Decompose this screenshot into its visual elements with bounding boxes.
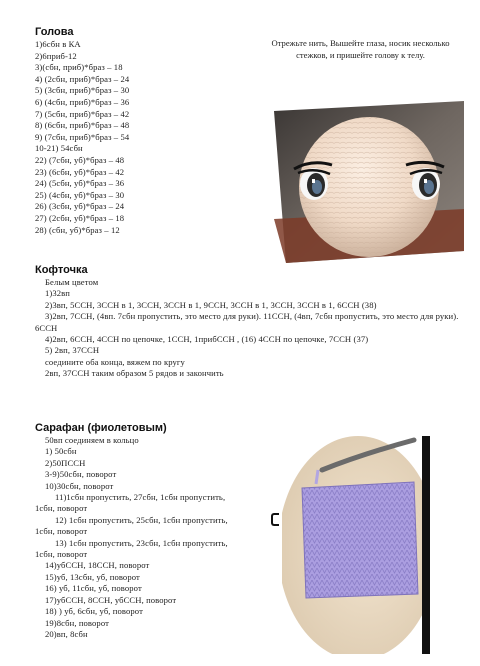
head-pattern-list bbox=[35, 39, 129, 236]
pattern-row: 26) (3сбн, уб)*браз – 24 bbox=[35, 201, 125, 212]
pattern-row: 25) (4сбн, уб)*браз – 30 bbox=[35, 189, 125, 200]
sarafan-pattern-list bbox=[35, 435, 235, 640]
pattern-row: 23) (6сбн, уб)*браз – 42 bbox=[35, 166, 125, 177]
pattern-row: 1)6сбн в КА bbox=[35, 39, 81, 49]
pattern-row: 1) 50сбн bbox=[45, 446, 77, 457]
pattern-row: 12) 1сбн пропустить, 25сбн, 1сбн пропустить, 1сбн, поворот bbox=[35, 514, 228, 537]
pattern-row: 1)32вп bbox=[45, 288, 71, 299]
pattern-row: 16) уб, 11сбн, уб, поворот bbox=[45, 583, 142, 594]
pattern-row: 2)3вп, 5ССН, 3ССН в 1, 3ССН, 3ССН в 1, 9ССН, 3ССН в 1, 3ССН, 3ССН в 1, 6ССН (38) bbox=[45, 299, 377, 310]
pattern-row: 10-21) 54сбн bbox=[35, 143, 83, 154]
stray-mark bbox=[271, 513, 279, 526]
knitted-swatch-photo bbox=[282, 436, 430, 654]
pattern-row: 24) (5сбн, уб)*браз – 36 bbox=[35, 178, 125, 189]
pattern-row: 11)1сбн пропустить, 27сбн, 1сбн пропустить, 1сбн, поворот bbox=[35, 492, 226, 514]
pattern-row: 4)2вп, 6ССН, 4ССН по цепочке, 1ССН, 1прибССН , (16) 4ССН по цепочке, 7ССН (37) bbox=[45, 334, 369, 345]
pattern-row: 14)убССН, 18ССН, поворот bbox=[45, 560, 150, 571]
section-title-sweater: Кофточка bbox=[35, 264, 88, 276]
section-title-sarafan: Сарафан (фиолетовым) bbox=[35, 422, 167, 434]
sweater-pattern-list bbox=[35, 277, 465, 380]
pattern-row: 17)убССН, 8ССН, убССН, поворот bbox=[45, 594, 177, 605]
pattern-row: 7) (5сбн, приб)*браз – 42 bbox=[35, 108, 130, 119]
pattern-row: Белым цветом bbox=[45, 277, 99, 287]
pattern-row: 20)вп, 8сбн bbox=[45, 628, 88, 639]
pattern-row: 5) 2вп, 37ССН bbox=[45, 345, 100, 356]
doll-head-photo bbox=[274, 101, 464, 263]
section-title-head: Голова bbox=[35, 26, 74, 38]
pattern-row: 13) 1сбн пропустить, 23сбн, 1сбн пропустить, 1сбн, поворот bbox=[35, 537, 228, 560]
pattern-row: 27) (2сбн, уб)*браз – 18 bbox=[35, 212, 125, 223]
pattern-row: 2)50ПССН bbox=[45, 457, 86, 468]
pattern-row: 50вп соединяем в кольцо bbox=[45, 435, 139, 445]
pattern-row: 10)30сбн, поворот bbox=[45, 480, 114, 491]
pattern-row: 2)6приб-12 bbox=[35, 50, 77, 61]
pattern-row: 6) (4сбн, приб)*браз – 36 bbox=[35, 96, 130, 107]
pattern-row: 3)2вп, 7ССН, (4вп. 7сбн пропустить, это место для руки). 11ССН, (4вп, 7сбн пропустить, это место для руки). 6ССН bbox=[35, 311, 459, 333]
pattern-row: 19)8сбн, поворот bbox=[45, 617, 109, 628]
pattern-row: 9) (7сбн, приб)*браз – 54 bbox=[35, 131, 130, 142]
pattern-row: 5) (3сбн, приб)*браз – 30 bbox=[35, 85, 130, 96]
pattern-row: 2вп, 37ССН таким образом 5 рядов и закончить bbox=[45, 368, 224, 379]
pattern-row: 15)уб, 13сбн, уб, поворот bbox=[45, 571, 140, 582]
pattern-row: 28) (сбн, уб)*браз – 12 bbox=[35, 224, 120, 235]
pattern-row: соедините оба конца, вяжем по кругу bbox=[45, 356, 185, 367]
pattern-row: 8) (6сбн, приб)*браз – 48 bbox=[35, 120, 130, 131]
pattern-row: 3-9)50сбн, поворот bbox=[45, 469, 117, 480]
pattern-row: 18) ) уб, 6сбн, уб, поворот bbox=[45, 606, 143, 617]
finishing-note: Отрежьте нить, Вышейте глаза, носик несколько стежков, и пришейте голову к телу. bbox=[271, 38, 450, 60]
pattern-row: 3)(сбн, приб)*браз – 18 bbox=[35, 62, 123, 73]
pattern-row: 4) (2сбн, приб)*браз – 24 bbox=[35, 73, 130, 84]
pattern-row: 22) (7сбн, уб)*браз – 48 bbox=[35, 154, 125, 165]
